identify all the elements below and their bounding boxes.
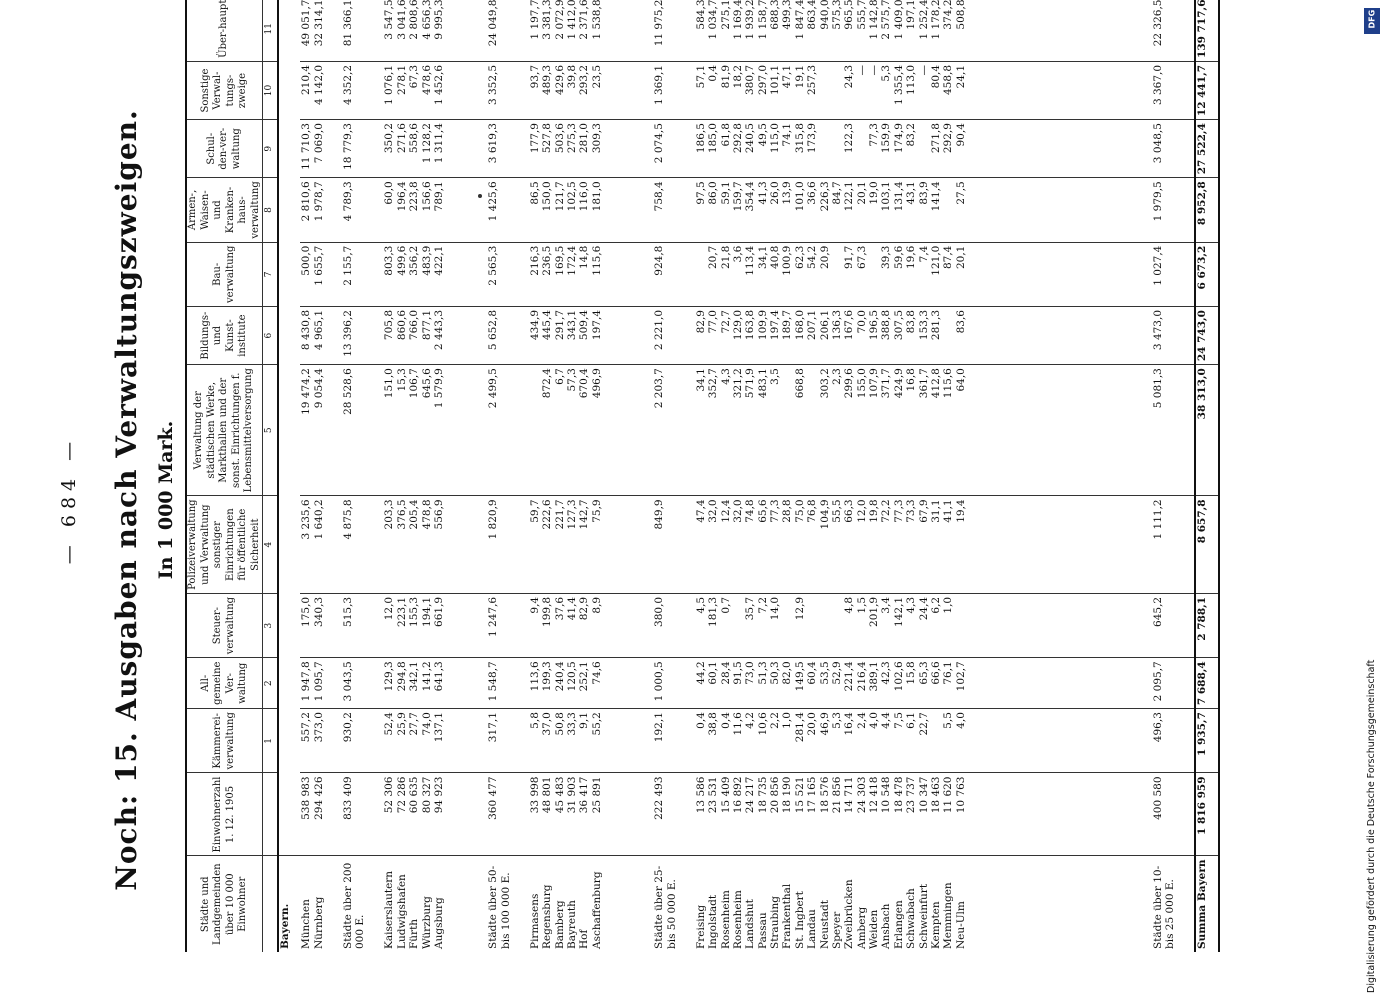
city-names: Pirmasens Regensburg Bamberg Bayreuth Hof Aschaffenburg [528,871,603,949]
subtotal-cell: 28 528,6 [342,365,384,496]
value-cell: 97,5 86,0 59,1 159,7 354,4 41,3 26,0 13,9 101,0 36,6 226,3 84,7 122,1 20,1 19,0 103,1 131,4 43,1 83,9 141,4 27,5 [695,178,1152,242]
column-header: Kämmerei-verwaltung [186,709,263,773]
column-number: 1 [263,709,279,773]
state-name: Bayern. [279,903,291,949]
subtotal-row [1152,0,1195,952]
value-cell: 60,0 196,4 223,8 156,6 789,1 [383,178,487,242]
value-cell: 13 586 23 531 15 409 16 892 24 217 18 735 20 856 18 190 15 521 17 165 18 576 21 856 14 711 24 303 12 418 10 548 18 478 23 737 10 347 18 463 11 620 10 763 [695,773,1152,856]
subtotal-cell: 849,9 [653,496,695,594]
column-number: 2 [263,658,279,709]
value-cell: 203,3 376,5 205,4 478,8 556,9 [383,496,487,594]
value-cell: 175,0 340,3 [300,593,342,657]
subtotal-cell: 924,8 [653,242,695,306]
column-number: 11 [263,0,279,61]
subtotal-cell: 2 203,7 [653,365,695,496]
value-cell: 52,4 25,9 27,7 74,0 137,1 [383,709,487,773]
value-cell: 5,8 37,0 50,8 33,3 9,1 55,2 [529,709,654,773]
value-cell: 52 306 72 286 60 635 80 327 94 923 [383,773,487,856]
dfg-sidebar [1362,8,1382,993]
value-cell: 20,7 21,8 3,6 113,4 34,1 40,8 100,9 62,3 54,2 20,9 91,7 67,3 39,3 59,6 19,6 7,4 121,0 87,4 20,1 [695,242,1152,306]
value-cell: 210,4 4 142,0 [300,61,342,119]
state-row [278,0,300,952]
value-cell: 500,0 1 655,7 [300,242,342,306]
total-cell: 1 935,7 [1195,709,1219,773]
total-cell: 139 717,6 [1195,0,1219,61]
value-cell: 3 547,5 3 041,6 2 808,6 4 656,3 9 995,3 [383,0,487,61]
value-cell: 186,5 185,0 61,8 292,8 240,5 49,5 115,0 74,1 315,8 173,9 122,3 77,3 159,9 174,9 83,2 271,8 292,9 90,4 [695,120,1152,178]
table-body [278,0,1219,952]
total-cell: 8 657,8 [1195,496,1219,594]
subtotal-cell: 3 048,5 [1152,120,1195,178]
column-number-row [263,0,279,952]
subtotal-row [653,0,695,952]
column-header: Einwohnerzahl 1. 12. 1905 [186,773,263,856]
value-cell: 47,4 32,0 12,4 32,0 74,8 65,6 77,3 28,8 75,0 76,8 104,9 55,5 66,3 12,0 19,8 72,2 77,3 73,3 67,9 31,1 41,1 19,4 [695,496,1152,594]
value-cell: 113,6 199,3 240,4 120,5 252,1 74,6 [529,658,654,709]
subtotal-row [487,0,529,952]
subtotal-cell: 1 247,6 [487,593,529,657]
subtotal-cell: 1 000,5 [653,658,695,709]
value-cell: 33 998 48 801 45 483 31 903 36 417 25 891 [529,773,654,856]
total-cell: 27 522,4 [1195,120,1219,178]
column-header: Polizeiverwaltung und Verwaltung sonstiger Einrichtungen für öffentliche Sicherheit [186,496,263,594]
subtotal-cell: 360 477 [487,773,529,856]
column-header: All-gemeine Ver-waltung [186,658,263,709]
city-names: Kaiserslautern Ludwigshafen Fürth Würzburg Augsburg [383,870,445,949]
subtotal-cell: 3 619,3 [487,120,529,178]
value-cell: 1 076,1 278,1 67,3 478,6 1 452,6 [383,61,487,119]
value-cell: 44,2 60,1 28,4 91,5 73,0 51,3 50,3 82,0 149,5 60,4 53,5 52,9 221,4 216,4 389,1 42,3 102,6 15,8 65,3 66,6 76,1 102,7 [695,658,1152,709]
column-number: 9 [263,120,279,178]
subtotal-cell: 3 352,5 [487,61,529,119]
city-group-row [529,0,654,952]
column-header: Bildungs- und Kunst-institute [186,307,263,365]
column-number: 3 [263,593,279,657]
subtotal-cell: 3 367,0 [1152,61,1195,119]
value-cell: 12,0 223,1 155,3 194,1 661,9 [383,593,487,657]
value-cell: 872,4 6,7 57,3 670,4 496,9 [529,365,654,496]
total-cell: 24 743,0 [1195,307,1219,365]
value-cell: 57,1 0,4 81,9 18,2 380,7 297,0 101,1 47,1 19,1 257,3 24,3 — — 5,3 1 355,4 113,0 — 80,4 458,8 24,1 [695,61,1152,119]
value-cell: 350,2 271,6 558,6 1 128,2 1 311,4 [383,120,487,178]
total-cell: 8 952,8 [1195,178,1219,242]
value-cell: 434,9 445,4 291,7 343,1 509,4 197,4 [529,307,654,365]
subtotal-cell: 192,1 [653,709,695,773]
value-cell: 803,3 499,6 356,2 483,9 422,1 [383,242,487,306]
value-cell: 0,4 38,8 0,4 11,6 4,2 10,6 2,2 1,0 281,4 20,0 46,9 5,3 16,4 2,4 4,0 4,4 7,5 6,1 22,7 5,5 4,0 [695,709,1152,773]
column-number: 6 [263,307,279,365]
subtotal-cell: 13 396,2 [342,307,384,365]
expenditure-table [185,0,1220,952]
value-cell: 9,4 199,8 37,6 41,4 82,9 8,9 [529,593,654,657]
subtotal-cell: 2 095,7 [1152,658,1195,709]
value-cell: 11 710,3 7 069,0 [300,120,342,178]
subtotal-cell: 645,2 [1152,593,1195,657]
total-cell: 1 816 959 [1195,773,1219,856]
table-header-row [186,0,263,952]
value-cell: 177,9 527,8 503,6 275,3 281,0 309,3 [529,120,654,178]
value-cell: 49 051,7 32 314,1 [300,0,342,61]
column-header: Über-haupt [186,0,263,61]
subtotal-cell: 400 580 [1152,773,1195,856]
subtotal-cell: 930,2 [342,709,384,773]
subtotal-cell: 1 027,4 [1152,242,1195,306]
state-row-filler [278,0,300,856]
column-number: 4 [263,496,279,594]
city-group-row [383,0,487,952]
total-cell: 7 688,4 [1195,658,1219,709]
subtotal-cell: 5 081,3 [1152,365,1195,496]
dfg-credit-text: Digitalisierung gefördert durch die Deutsche Forschungsgemeinschaft [1366,659,1377,993]
column-header: Sonstige Verwal-tungs-zweige [186,61,263,119]
total-cell: 6 673,2 [1195,242,1219,306]
subtotal-cell: 222 493 [653,773,695,856]
column-header: Steuer-verwaltung [186,593,263,657]
subtotal-label: Städte über 10- bis 25 000 E. [1151,865,1176,949]
value-cell: 538 983 294 426 [300,773,342,856]
subtotal-cell: 4 789,3 [342,178,384,242]
subtotal-cell: 2 565,3 [487,242,529,306]
column-number: 5 [263,365,279,496]
subtotal-cell: 18 779,3 [342,120,384,178]
value-cell: 2 810,6 1 978,7 [300,178,342,242]
subtotal-cell: 1 979,5 [1152,178,1195,242]
total-cell: 2 788,1 [1195,593,1219,657]
column-number [263,773,279,856]
column-header: Bau-verwaltung [186,242,263,306]
page-subtitle: In 1 000 Mark. [155,420,177,580]
subtotal-cell: 380,0 [653,593,695,657]
value-cell: 584,3 1 034,7 275,1 1 169,4 1 939,2 1 158,7 688,3 499,3 1 847,4 863,4 940,0 575,3 965,5 555,7 1 142,8 2 575,7 1 409,0 197,1 1 252,4 1 178,2 374,2 508,8 [695,0,1152,61]
subtotal-cell: 4 352,2 [342,61,384,119]
subtotal-cell: 1 111,2 [1152,496,1195,594]
city-group-row [300,0,342,952]
subtotal-cell: 1 425,6 [487,178,529,242]
value-cell: 557,2 373,0 [300,709,342,773]
subtotal-cell: 2 221,0 [653,307,695,365]
subtotal-cell: 24 049,8 [487,0,529,61]
city-group-row [695,0,1152,952]
column-header: Verwaltung der städtischen Werke, Markthallen und der sonst. Einrichtungen f. Lebensmittelversorgung [186,365,263,496]
subtotal-cell: 5 652,8 [487,307,529,365]
value-cell: 3 235,6 1 640,2 [300,496,342,594]
subtotal-cell: 1 820,9 [487,496,529,594]
subtotal-cell: 758,4 [653,178,695,242]
dfg-logo-text: DFG [1367,9,1377,29]
subtotal-cell: 4 875,8 [342,496,384,594]
city-names: München Nürnberg [300,896,325,949]
value-cell: 59,7 222,6 221,7 127,3 142,7 75,9 [529,496,654,594]
column-number [263,856,279,952]
subtotal-cell: 2 074,5 [653,120,695,178]
subtotal-cell: 22 326,5 [1152,0,1195,61]
subtotal-cell: 1 369,1 [653,61,695,119]
page-number: — 684 — [58,435,80,565]
city-names: Freising Ingolstadt Rosenheim Rosenheim Landshut Passau Straubing Frankenthal St. Ingbert Landau Neustadt Speyer Zweibrücken Amberg Weiden Ansbach Erlangen Schwabach Schweinfurt Kempten Memmingen Neu-Ulm [694,879,967,949]
value-cell: 1 947,8 1 095,7 [300,658,342,709]
value-cell: 82,9 77,0 72,7 129,0 163,8 109,9 197,4 189,7 168,0 207,1 206,1 136,3 167,6 70,0 196,5 388,8 307,5 83,8 153,3 281,3 83,6 [695,307,1152,365]
value-cell: 129,3 294,8 342,1 141,2 641,3 [383,658,487,709]
value-cell: 4,5 181,3 0,7 35,7 7,2 14,0 12,9 4,8 1,5 201,9 3,4 142,1 4,3 24,4 6,2 1,0 [695,593,1152,657]
value-cell: 34,1 352,7 4,3 321,2 571,9 483,1 3,5 668,8 303,2 2,3 299,6 155,0 107,9 371,7 424,9 16,8 361,7 412,8 115,6 64,0 [695,365,1152,496]
subtotal-cell: 81 366,1 [342,0,384,61]
column-header: Schul-den-ver-waltung [186,120,263,178]
total-cell: 12 441,7 [1195,61,1219,119]
total-row [1195,0,1219,952]
value-cell: 8 430,8 4 965,1 [300,307,342,365]
subtotal-cell: 1 548,7 [487,658,529,709]
subtotal-cell: 3 043,5 [342,658,384,709]
total-label: Summa Bayern [1195,856,1219,952]
value-cell: 216,3 236,5 169,5 172,4 14,8 115,6 [529,242,654,306]
subtotal-cell: 515,3 [342,593,384,657]
stray-dot [478,194,482,198]
subtotal-cell: 11 975,2 [653,0,695,61]
subtotal-cell: 833 409 [342,773,384,856]
value-cell: 93,7 489,3 429,6 39,8 293,2 23,5 [529,61,654,119]
subtotal-row [342,0,384,952]
column-header: Armen-, Waisen- und Kranken-haus-verwaltung [186,178,263,242]
value-cell: 151,0 15,3 106,7 645,6 1 579,9 [383,365,487,496]
total-cell: 38 313,0 [1195,365,1219,496]
value-cell: 705,8 860,6 766,0 877,1 2 443,3 [383,307,487,365]
subtotal-cell: 317,1 [487,709,529,773]
subtotal-cell: 3 473,0 [1152,307,1195,365]
subtotal-cell: 2 155,7 [342,242,384,306]
subtotal-cell: 496,3 [1152,709,1195,773]
subtotal-label: Städte über 200 000 E. [341,862,367,949]
column-header: Städte und Landgemeinden über 10 000 Einwohner [199,863,248,946]
value-cell: 19 474,2 9 054,4 [300,365,342,496]
value-cell: 1 197,7 3 381,3 2 072,9 1 412,0 2 371,6 1 538,8 [529,0,654,61]
subtotal-label: Städte über 25- bis 50 000 E. [653,865,678,949]
column-number: 7 [263,242,279,306]
value-cell: 86,5 150,0 121,7 102,5 116,0 181,0 [529,178,654,242]
subtotal-label: Städte über 50- bis 100 000 E. [487,865,512,949]
page-title: Noch: 15. Ausgaben nach Verwaltungszweigen. [110,109,143,891]
column-number: 8 [263,178,279,242]
column-number: 10 [263,61,279,119]
subtotal-cell: 2 499,5 [487,365,529,496]
